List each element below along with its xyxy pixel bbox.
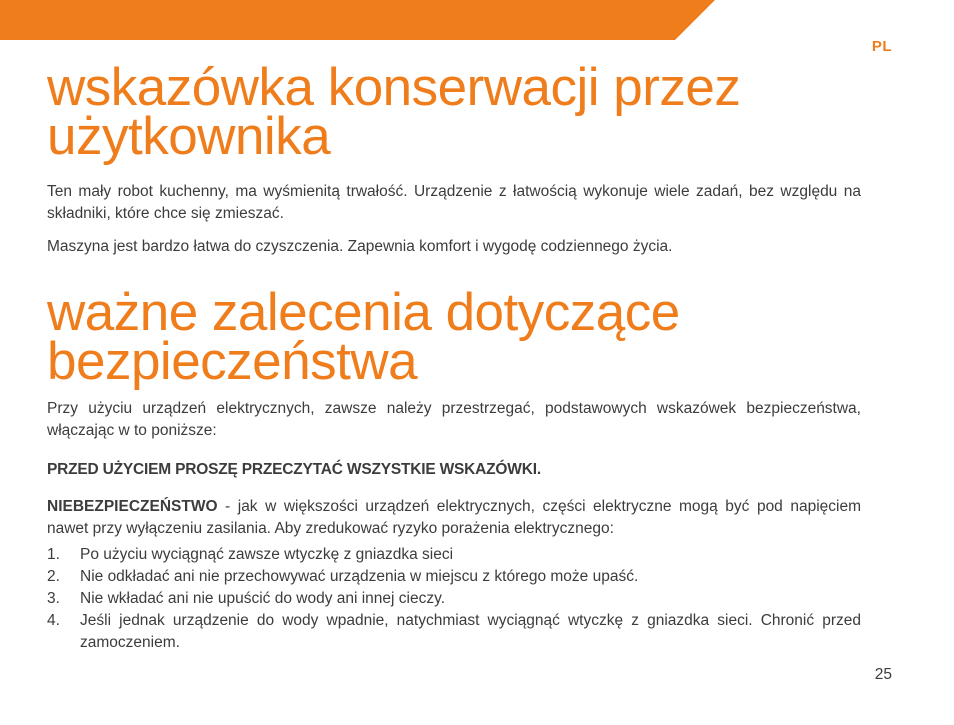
list-item-text: Jeśli jednak urządzenie do wody wpadnie, natychmiast wyciągnąć wtyczkę z gniazdka sieci. Chronić przed zamoczeniem.: [80, 612, 861, 651]
section-title-maintenance: [47, 58, 741, 166]
list-item-text: Nie wkładać ani nie upuścić do wody ani innej cieczy.: [80, 590, 446, 607]
section-title-safety: [47, 283, 680, 391]
list-item-text: Nie odkładać ani nie przechowywać urządzenia w miejscu z którego może upaść.: [80, 568, 639, 585]
list-item-text: Po użyciu wyciągnąć zawsze wtyczkę z gniazdka sieci: [80, 546, 454, 563]
title-line: wskazówka konserwacji przez: [47, 58, 741, 117]
language-tag: PL: [871, 38, 892, 55]
list-item: [47, 610, 861, 654]
danger-label: NIEBEZPIECZEŃSTWO: [47, 498, 218, 515]
title-line: bezpieczeństwa: [47, 332, 418, 391]
list-item-number: 2.: [47, 568, 60, 585]
title-line: ważne zalecenia dotyczące: [47, 283, 680, 342]
list-item: [47, 566, 861, 588]
warning-text: PRZED UŻYCIEM PROSZĘ PRZECZYTAĆ WSZYSTKIE WSKAZÓWKI.: [47, 461, 541, 478]
page-number: 25: [874, 666, 892, 683]
maintenance-paragraph: Ten mały robot kuchenny, ma wyśmienitą trwałość. Urządzenie z łatwością wykonuje wiele zadań, bez względu na składniki, które chce się zmieszać.: [47, 183, 861, 222]
header-band-shape: [0, 0, 954, 40]
list-item-number: 4.: [47, 612, 60, 629]
maintenance-paragraph: Maszyna jest bardzo łatwa do czyszczenia. Zapewnia komfort i wygodę codziennego życia.: [47, 238, 673, 255]
header-band: [0, 0, 954, 40]
title-line: użytkownika: [47, 107, 331, 166]
safety-intro-paragraph: Przy użyciu urządzeń elektrycznych, zawsze należy przestrzegać, podstawowych wskazówek bezpieczeństwa, włączając w to poniższe:: [47, 400, 861, 439]
danger-text: - jak w większości urządzeń elektrycznych, części elektryczne mogą być pod napięciem nawet przy wyłączeniu zasilania. Aby zredukować ryzyko porażenia elektrycznego:: [47, 498, 861, 537]
list-item: [47, 588, 861, 610]
list-item-number: 1.: [47, 546, 60, 563]
list-item: [47, 544, 861, 566]
danger-paragraph: [47, 496, 861, 540]
list-item-number: 3.: [47, 590, 60, 607]
safety-steps-list: [47, 544, 861, 654]
